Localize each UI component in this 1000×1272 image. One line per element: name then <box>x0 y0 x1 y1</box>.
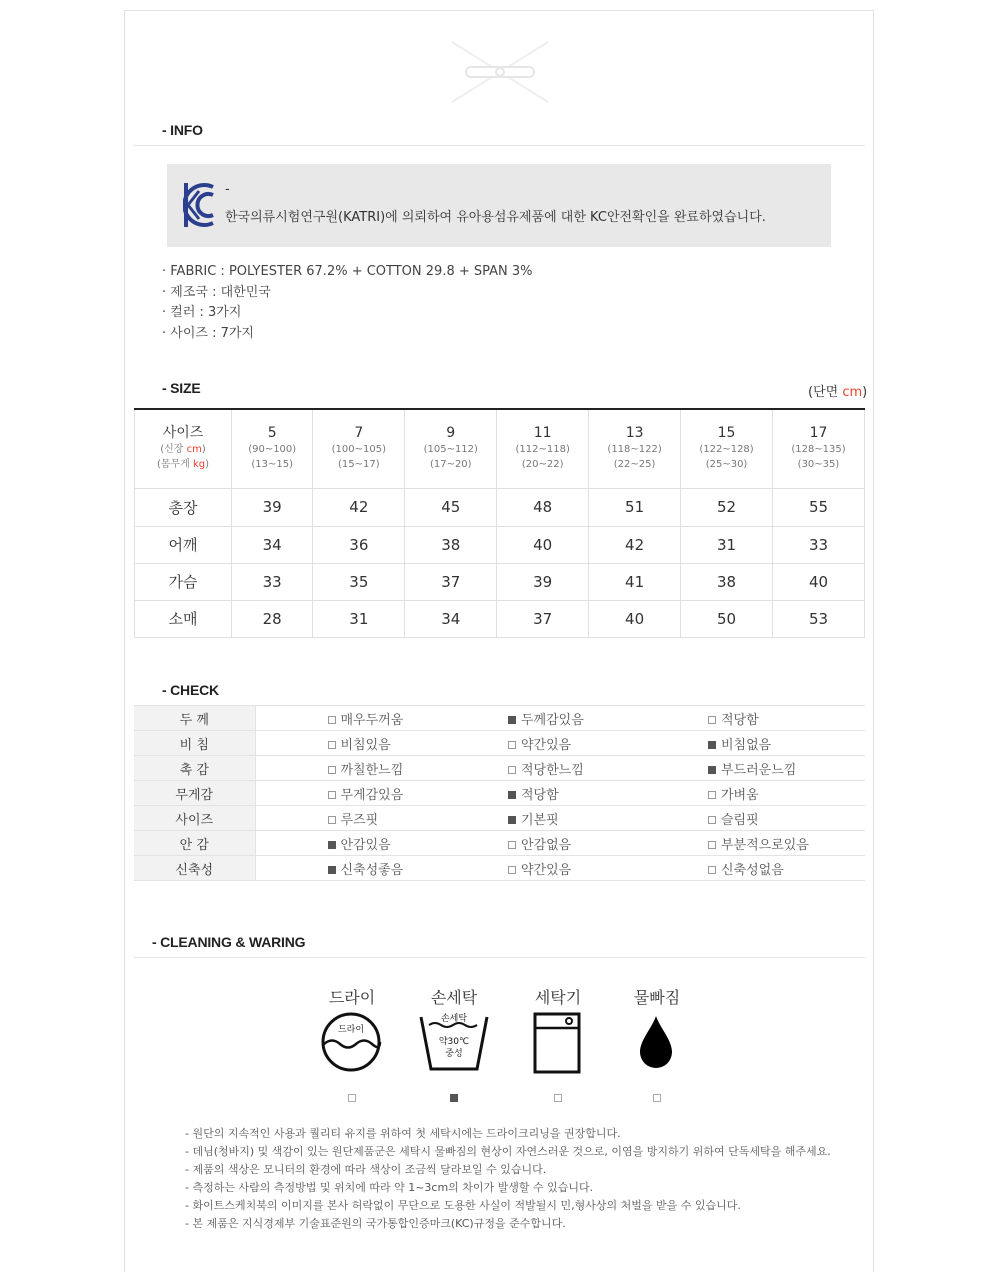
table-cell: 38 <box>405 526 497 563</box>
table-cell: 50 <box>681 600 773 637</box>
table-cell: 37 <box>497 600 589 637</box>
table-cell: 45 <box>405 488 497 526</box>
check-row <box>134 781 865 806</box>
table-cell: 28 <box>232 600 313 637</box>
check-option-label: 적당함 <box>721 712 759 728</box>
care-label-dry: 드라이 <box>328 988 376 1007</box>
checkbox-empty-icon[interactable] <box>708 866 716 874</box>
check-row-label: 촉 감 <box>134 756 255 781</box>
check-option-label: 슬림핏 <box>721 812 759 828</box>
water-drop-icon <box>638 1014 674 1070</box>
cleaning-divider <box>134 957 865 958</box>
check-option[interactable] <box>508 831 708 856</box>
check-option[interactable] <box>255 806 508 831</box>
check-option-label: 부드러운느낌 <box>721 762 797 778</box>
table-row <box>135 526 865 563</box>
checkbox-empty-icon[interactable] <box>508 741 516 749</box>
check-row <box>134 856 865 881</box>
checkbox-checked-icon[interactable] <box>708 741 716 749</box>
table-cell: 33 <box>232 563 313 600</box>
checkbox-empty-icon[interactable] <box>708 816 716 824</box>
hand-wash-temp-text: 약30℃ <box>438 1037 470 1047</box>
note-item: - 본 제품은 지식경제부 기술표준원의 국가통합인증마크(KC)규정을 준수합니다. <box>185 1217 566 1230</box>
check-option[interactable] <box>255 731 508 756</box>
care-notes <box>185 1125 831 1233</box>
row-label: 총장 <box>135 488 232 526</box>
check-option[interactable] <box>255 831 508 856</box>
check-option[interactable] <box>708 706 865 731</box>
check-row-label: 무게감 <box>134 781 255 806</box>
check-option-label: 부분적으로있음 <box>721 837 809 853</box>
checkbox-checked-icon[interactable] <box>708 766 716 774</box>
checkbox-empty-icon[interactable] <box>508 841 516 849</box>
table-cell: 33 <box>772 526 864 563</box>
table-cell: 36 <box>313 526 405 563</box>
table-cell: 42 <box>313 488 405 526</box>
checkbox-checked-icon[interactable] <box>508 716 516 724</box>
size-section-title: - SIZE <box>162 380 201 396</box>
checkbox-empty-icon[interactable] <box>328 791 336 799</box>
check-option-label: 신축성좋음 <box>340 862 404 878</box>
size-table <box>134 408 865 638</box>
check-option-label: 기본핏 <box>521 812 559 828</box>
hand-wash-neutral-text: 중성 <box>445 1049 463 1059</box>
check-option[interactable] <box>708 806 865 831</box>
table-cell: 37 <box>405 563 497 600</box>
check-section-title: - CHECK <box>162 682 219 698</box>
dry-clean-icon <box>320 1011 382 1073</box>
size-col-9: 9 (105~112) (17~20) <box>405 409 497 488</box>
unit-prefix: (단면 <box>808 385 843 400</box>
check-row-label: 사이즈 <box>134 806 255 831</box>
check-option-label: 가벼움 <box>721 787 759 803</box>
info-item-origin: · 제조국 : 대한민국 <box>162 284 271 300</box>
checkbox-checked-icon[interactable] <box>328 866 336 874</box>
checkbox-empty-icon[interactable] <box>508 766 516 774</box>
row-label: 소매 <box>135 600 232 637</box>
dry-clean-icon-text: 드라이 <box>337 1025 365 1035</box>
ribbon-decoration-icon <box>446 40 554 104</box>
check-option[interactable] <box>255 781 508 806</box>
hand-wash-icon <box>419 1011 489 1073</box>
kc-notice-box <box>167 164 831 247</box>
check-option[interactable] <box>708 731 865 756</box>
kc-mark-icon <box>183 181 215 229</box>
washing-machine-icon <box>533 1012 581 1074</box>
table-cell: 35 <box>313 563 405 600</box>
table-cell: 55 <box>772 488 864 526</box>
checkbox-empty-icon[interactable] <box>328 816 336 824</box>
info-item-size: · 사이즈 : 7가지 <box>162 325 254 341</box>
check-row-label: 두 께 <box>134 706 255 731</box>
note-item: - 데님(청바지) 및 색감이 있는 원단제품군은 세탁시 물빠짐의 현상이 자연스러운 것으로, 이염을 방지하기 위하여 단독세탁을 해주세요. <box>185 1145 831 1158</box>
size-col-11: 11 (112~118) (20~22) <box>497 409 589 488</box>
checkbox-empty-icon[interactable] <box>328 766 336 774</box>
checkbox-empty-icon[interactable] <box>328 741 336 749</box>
care-checkbox-machine[interactable] <box>554 1094 562 1102</box>
check-option[interactable] <box>508 781 708 806</box>
info-divider <box>134 145 865 146</box>
check-option[interactable] <box>508 756 708 781</box>
care-checkbox-bleed[interactable] <box>653 1094 661 1102</box>
size-col-5: 5 (90~100) (13~15) <box>232 409 313 488</box>
check-option[interactable] <box>708 856 865 881</box>
table-cell: 52 <box>681 488 773 526</box>
size-col-13: 13 (118~122) (22~25) <box>589 409 681 488</box>
note-item: - 화이트스케치북의 이미지를 본사 허락없이 무단으로 도용한 사실이 적발될시 민,형사상의 처벌을 받을 수 있습니다. <box>185 1199 741 1212</box>
check-option-label: 적당한느낌 <box>521 762 584 778</box>
care-label-machine: 세탁기 <box>534 988 582 1007</box>
info-item-fabric: · FABRIC : POLYESTER 67.2% + COTTON 29.8 + SPAN 3% <box>162 264 533 279</box>
table-cell: 31 <box>681 526 773 563</box>
kc-dash: - <box>225 182 230 197</box>
table-cell: 40 <box>589 600 681 637</box>
checkbox-checked-icon[interactable] <box>508 791 516 799</box>
size-header-label: 사이즈 (신장 cm) (몸무게 kg) <box>135 409 232 488</box>
size-header-row <box>135 409 865 488</box>
table-cell: 40 <box>772 563 864 600</box>
care-label-handwash: 손세탁 <box>430 988 478 1007</box>
row-label: 어깨 <box>135 526 232 563</box>
table-cell: 31 <box>313 600 405 637</box>
checkbox-checked-icon[interactable] <box>328 841 336 849</box>
checkbox-empty-icon[interactable] <box>708 791 716 799</box>
hand-wash-icon-text: 손세탁 <box>440 1014 468 1024</box>
table-cell: 39 <box>497 563 589 600</box>
check-option-label: 까칠한느낌 <box>340 762 404 778</box>
table-cell: 34 <box>405 600 497 637</box>
table-row <box>135 563 865 600</box>
table-cell: 48 <box>497 488 589 526</box>
info-list <box>162 262 533 344</box>
check-option[interactable] <box>255 706 508 731</box>
check-row-label: 안 감 <box>134 831 255 856</box>
kc-certification-text: 한국의류시험연구원(KATRI)에 의뢰하여 유아용섬유제품에 대한 KC안전확인을 완료하였습니다. <box>225 210 766 225</box>
check-row <box>134 731 865 756</box>
check-option-label: 적당함 <box>521 787 559 803</box>
check-option-label: 약간있음 <box>521 862 572 878</box>
info-item-color: · 컬러 : 3가지 <box>162 305 242 320</box>
table-cell: 41 <box>589 563 681 600</box>
size-col-15: 15 (122~128) (25~30) <box>681 409 773 488</box>
check-option[interactable] <box>708 831 865 856</box>
check-option-label: 무게감있음 <box>340 787 404 803</box>
check-option[interactable] <box>708 781 865 806</box>
table-cell: 38 <box>681 563 773 600</box>
table-row <box>135 600 865 637</box>
check-option-label: 안감없음 <box>521 837 572 853</box>
checkbox-checked-icon[interactable] <box>508 816 516 824</box>
checkbox-empty-icon[interactable] <box>508 866 516 874</box>
checkbox-empty-icon[interactable] <box>328 716 336 724</box>
check-option-label: 비침없음 <box>721 737 772 753</box>
info-section-title: - INFO <box>162 122 203 138</box>
check-option[interactable] <box>508 856 708 881</box>
checkbox-empty-icon[interactable] <box>708 716 716 724</box>
check-option[interactable] <box>508 706 708 731</box>
check-option[interactable] <box>255 756 508 781</box>
check-option-label: 매우두꺼움 <box>340 712 404 728</box>
care-checkbox-dry[interactable] <box>348 1094 356 1102</box>
unit-suffix: ) <box>862 385 868 400</box>
check-option-label: 약간있음 <box>521 737 572 753</box>
check-option-label: 루즈핏 <box>340 812 379 828</box>
size-unit-note <box>808 381 867 400</box>
size-col-17: 17 (128~135) (30~35) <box>772 409 864 488</box>
check-row <box>134 756 865 781</box>
check-option-label: 신축성없음 <box>721 862 784 878</box>
check-option-label: 안감있음 <box>340 837 391 853</box>
note-item: - 원단의 지속적인 사용과 퀄리티 유지를 위하여 첫 세탁시에는 드라이크리닝을 권장합니다. <box>185 1127 621 1140</box>
check-row <box>134 706 865 731</box>
check-option[interactable] <box>508 731 708 756</box>
check-option[interactable] <box>708 756 865 781</box>
table-cell: 39 <box>232 488 313 526</box>
size-col-7: 7 (100~105) (15~17) <box>313 409 405 488</box>
check-option-label: 두께감있음 <box>521 712 584 728</box>
check-option[interactable] <box>255 856 508 881</box>
table-cell: 53 <box>772 600 864 637</box>
care-label-bleed: 물빠짐 <box>633 988 681 1007</box>
table-cell: 34 <box>232 526 313 563</box>
table-cell: 42 <box>589 526 681 563</box>
checkbox-empty-icon[interactable] <box>708 841 716 849</box>
check-row <box>134 806 865 831</box>
note-item: - 측정하는 사람의 측정방법 및 위치에 따라 약 1~3cm의 차이가 발생할 수 있습니다. <box>185 1181 594 1194</box>
table-row <box>135 488 865 526</box>
check-option[interactable] <box>508 806 708 831</box>
row-label: 가슴 <box>135 563 232 600</box>
check-row-label: 신축성 <box>134 856 255 881</box>
table-cell: 40 <box>497 526 589 563</box>
cleaning-section-title: - CLEANING & WARING <box>152 934 306 950</box>
check-option-label: 비침있음 <box>340 737 391 753</box>
check-table <box>134 705 865 881</box>
unit-cm: cm <box>842 385 863 400</box>
check-row-label: 비 침 <box>134 731 255 756</box>
care-checkbox-handwash[interactable] <box>450 1094 458 1102</box>
note-item: - 제품의 색상은 모니터의 환경에 따라 색상이 조금씩 달라보일 수 있습니다. <box>185 1163 547 1176</box>
check-row <box>134 831 865 856</box>
table-cell: 51 <box>589 488 681 526</box>
